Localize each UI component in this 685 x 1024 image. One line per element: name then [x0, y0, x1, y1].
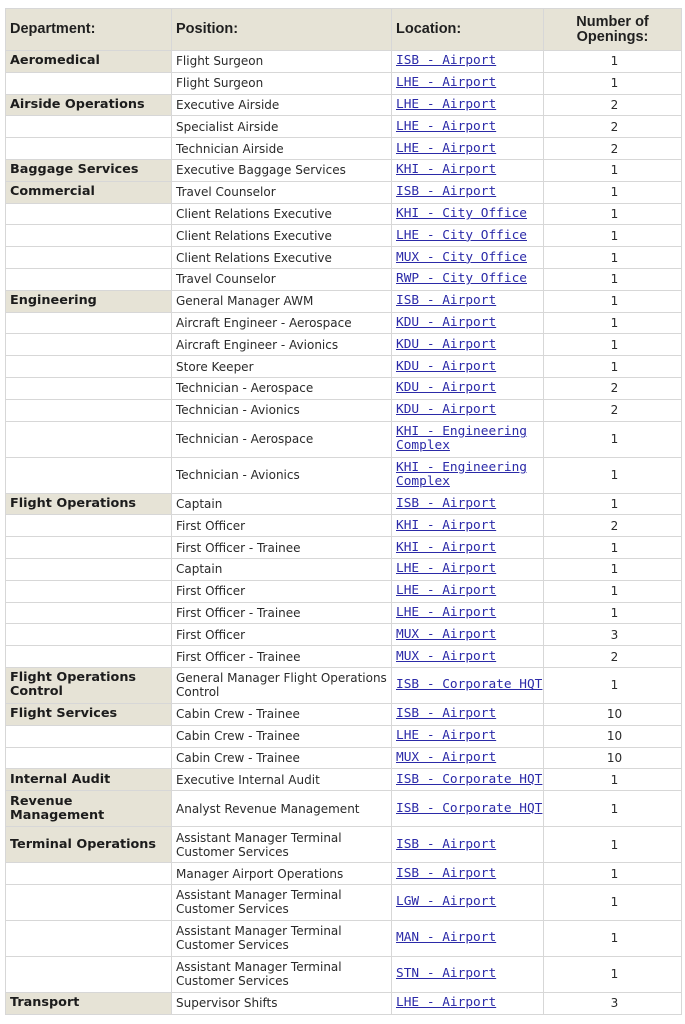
table-row [6, 377, 682, 399]
location-cell [392, 457, 544, 493]
location-link[interactable]: KDU - Airport [396, 314, 497, 330]
table-row [6, 769, 682, 791]
location-cell [392, 956, 544, 992]
position-cell: Manager Airport Operations [172, 863, 392, 885]
department-cell: Internal Audit [6, 769, 172, 791]
location-header: Location: [392, 9, 544, 51]
openings-header [544, 9, 682, 51]
department-cell [6, 138, 172, 160]
location-link[interactable]: LGW - Airport [396, 894, 497, 910]
openings-cell: 2 [544, 377, 682, 399]
department-cell: Flight Operations [6, 493, 172, 515]
location-link[interactable]: RWP - City Office [396, 271, 527, 287]
openings-cell: 2 [544, 116, 682, 138]
department-cell [6, 558, 172, 580]
location-cell [392, 827, 544, 863]
position-cell: Executive Airside [172, 94, 392, 116]
department-cell [6, 457, 172, 493]
table-row [6, 624, 682, 646]
position-cell: Client Relations Executive [172, 247, 392, 269]
table-row [6, 138, 682, 160]
location-link[interactable]: ISB - Corporate HQT [396, 800, 543, 816]
position-cell: Assistant Manager Terminal Customer Services [172, 920, 392, 956]
openings-header-line2: Openings: [576, 28, 649, 45]
table-row [6, 421, 682, 457]
openings-cell: 1 [544, 457, 682, 493]
department-cell: Aeromedical [6, 51, 172, 73]
table-row [6, 457, 682, 493]
position-cell: First Officer [172, 515, 392, 537]
location-link[interactable]: MUX - Airport [396, 648, 497, 664]
table-row [6, 290, 682, 312]
department-cell [6, 247, 172, 269]
position-cell: Assistant Manager Terminal Customer Services [172, 956, 392, 992]
location-link[interactable]: LHE - Airport [396, 140, 497, 156]
location-cell [392, 667, 544, 703]
job-openings-panel [5, 8, 681, 1015]
position-cell: Technician Airside [172, 138, 392, 160]
openings-cell: 1 [544, 558, 682, 580]
location-cell [392, 159, 544, 181]
location-link[interactable]: ISB - Airport [396, 53, 497, 69]
openings-cell: 1 [544, 667, 682, 703]
openings-cell: 10 [544, 747, 682, 769]
openings-cell: 1 [544, 791, 682, 827]
location-link[interactable]: ISB - Airport [396, 184, 497, 200]
position-cell: General Manager AWM [172, 290, 392, 312]
table-row [6, 225, 682, 247]
table-row [6, 863, 682, 885]
location-cell [392, 247, 544, 269]
department-cell [6, 646, 172, 668]
position-cell: Captain [172, 493, 392, 515]
location-cell [392, 725, 544, 747]
department-cell: Terminal Operations [6, 827, 172, 863]
location-cell [392, 181, 544, 203]
table-row [6, 268, 682, 290]
position-header: Position: [172, 9, 392, 51]
location-cell [392, 884, 544, 920]
location-link[interactable]: LHE - Airport [396, 728, 497, 744]
location-link[interactable]: ISB - Corporate HQT [396, 677, 543, 693]
position-cell: Cabin Crew - Trainee [172, 747, 392, 769]
position-cell: First Officer [172, 624, 392, 646]
table-row [6, 247, 682, 269]
position-cell: Assistant Manager Terminal Customer Services [172, 884, 392, 920]
location-link[interactable]: KDU - Airport [396, 402, 497, 418]
openings-cell: 1 [544, 827, 682, 863]
location-cell [392, 399, 544, 421]
department-cell [6, 920, 172, 956]
openings-cell: 1 [544, 493, 682, 515]
table-row [6, 580, 682, 602]
location-link[interactable]: LHE - Airport [396, 96, 497, 112]
location-link[interactable]: MUX - City Office [396, 249, 527, 265]
position-cell: Technician - Avionics [172, 457, 392, 493]
department-cell [6, 225, 172, 247]
location-cell [392, 703, 544, 725]
department-header: Department: [6, 9, 172, 51]
location-cell [392, 791, 544, 827]
position-cell: Aircraft Engineer - Avionics [172, 334, 392, 356]
department-cell [6, 747, 172, 769]
location-link[interactable]: STN - Airport [396, 966, 497, 982]
openings-cell: 3 [544, 624, 682, 646]
position-cell: Flight Surgeon [172, 72, 392, 94]
location-cell [392, 138, 544, 160]
location-link[interactable]: ISB - Airport [396, 836, 497, 852]
openings-cell: 1 [544, 421, 682, 457]
department-cell: Transport [6, 992, 172, 1014]
department-cell: Commercial [6, 181, 172, 203]
department-cell: Revenue Management [6, 791, 172, 827]
openings-cell: 1 [544, 537, 682, 559]
location-cell [392, 72, 544, 94]
department-cell [6, 356, 172, 378]
job-openings-table [5, 8, 682, 1015]
location-cell [392, 268, 544, 290]
openings-cell: 1 [544, 956, 682, 992]
position-cell: Executive Internal Audit [172, 769, 392, 791]
openings-cell: 1 [544, 334, 682, 356]
location-link[interactable]: KHI - Airport [396, 162, 497, 178]
location-cell [392, 421, 544, 457]
openings-cell: 1 [544, 356, 682, 378]
openings-cell: 1 [544, 884, 682, 920]
department-cell: Flight Services [6, 703, 172, 725]
location-cell [392, 334, 544, 356]
openings-header-line1: Number of [576, 13, 649, 30]
location-cell [392, 356, 544, 378]
table-row [6, 203, 682, 225]
department-cell: Baggage Services [6, 159, 172, 181]
table-row [6, 956, 682, 992]
table-row [6, 51, 682, 73]
position-cell: Client Relations Executive [172, 203, 392, 225]
department-cell: Engineering [6, 290, 172, 312]
department-cell [6, 399, 172, 421]
position-cell: Store Keeper [172, 356, 392, 378]
location-link[interactable]: LHE - City Office [396, 227, 527, 243]
openings-cell: 1 [544, 863, 682, 885]
location-link[interactable]: LHE - Airport [396, 604, 497, 620]
department-cell [6, 421, 172, 457]
location-link[interactable]: MUX - Airport [396, 749, 497, 765]
location-cell [392, 203, 544, 225]
table-row [6, 181, 682, 203]
openings-cell: 2 [544, 399, 682, 421]
location-link[interactable]: KHI - Airport [396, 539, 497, 555]
openings-cell: 2 [544, 515, 682, 537]
department-cell [6, 334, 172, 356]
position-cell: Technician - Aerospace [172, 421, 392, 457]
openings-cell: 1 [544, 203, 682, 225]
table-row [6, 399, 682, 421]
openings-cell: 1 [544, 268, 682, 290]
openings-cell: 10 [544, 725, 682, 747]
table-row [6, 159, 682, 181]
openings-cell: 1 [544, 51, 682, 73]
openings-cell: 2 [544, 138, 682, 160]
location-cell [392, 602, 544, 624]
location-link[interactable]: LHE - Airport [396, 583, 497, 599]
table-row [6, 992, 682, 1014]
location-cell [392, 312, 544, 334]
position-cell: Technician - Avionics [172, 399, 392, 421]
location-link[interactable]: KHI - Engineering Complex [396, 424, 527, 454]
table-row [6, 94, 682, 116]
table-row [6, 72, 682, 94]
department-cell [6, 116, 172, 138]
header-row [6, 9, 682, 51]
location-cell [392, 537, 544, 559]
position-cell: Captain [172, 558, 392, 580]
department-cell [6, 884, 172, 920]
table-row [6, 725, 682, 747]
openings-cell: 1 [544, 920, 682, 956]
table-row [6, 920, 682, 956]
location-cell [392, 558, 544, 580]
location-link[interactable]: LHE - Airport [396, 118, 497, 134]
table-row [6, 646, 682, 668]
openings-cell: 1 [544, 290, 682, 312]
location-link[interactable]: MAN - Airport [396, 930, 497, 946]
table-row [6, 312, 682, 334]
position-cell: General Manager Flight Operations Control [172, 667, 392, 703]
position-cell: Flight Surgeon [172, 51, 392, 73]
location-cell [392, 94, 544, 116]
table-row [6, 827, 682, 863]
table-row [6, 602, 682, 624]
location-link[interactable]: LHE - Airport [396, 995, 497, 1011]
location-cell [392, 290, 544, 312]
position-cell: First Officer - Trainee [172, 646, 392, 668]
position-cell: Assistant Manager Terminal Customer Services [172, 827, 392, 863]
openings-cell: 2 [544, 94, 682, 116]
position-cell: Specialist Airside [172, 116, 392, 138]
location-cell [392, 624, 544, 646]
position-cell: Client Relations Executive [172, 225, 392, 247]
position-cell: First Officer - Trainee [172, 537, 392, 559]
openings-cell: 1 [544, 225, 682, 247]
location-link[interactable]: KDU - Airport [396, 380, 497, 396]
table-row [6, 493, 682, 515]
position-cell: Cabin Crew - Trainee [172, 725, 392, 747]
openings-cell: 2 [544, 646, 682, 668]
openings-cell: 1 [544, 72, 682, 94]
location-link[interactable]: ISB - Airport [396, 706, 497, 722]
department-cell [6, 268, 172, 290]
location-cell [392, 863, 544, 885]
department-cell [6, 725, 172, 747]
location-link[interactable]: ISB - Airport [396, 293, 497, 309]
location-cell [392, 747, 544, 769]
department-cell: Flight Operations Control [6, 667, 172, 703]
department-cell [6, 515, 172, 537]
table-row [6, 334, 682, 356]
location-link[interactable]: LHE - Airport [396, 75, 497, 91]
position-cell: Executive Baggage Services [172, 159, 392, 181]
table-row [6, 515, 682, 537]
department-cell [6, 863, 172, 885]
location-cell [392, 992, 544, 1014]
openings-cell: 1 [544, 580, 682, 602]
openings-cell: 1 [544, 769, 682, 791]
department-cell [6, 580, 172, 602]
openings-cell: 1 [544, 181, 682, 203]
table-row [6, 667, 682, 703]
location-link[interactable]: MUX - Airport [396, 626, 497, 642]
location-cell [392, 580, 544, 602]
openings-cell: 1 [544, 247, 682, 269]
openings-cell: 1 [544, 312, 682, 334]
location-link[interactable]: KDU - Airport [396, 336, 497, 352]
location-link[interactable]: KHI - Engineering Complex [396, 460, 527, 490]
location-link[interactable]: ISB - Airport [396, 865, 497, 881]
position-cell: First Officer - Trainee [172, 602, 392, 624]
department-cell [6, 72, 172, 94]
location-link[interactable]: LHE - Airport [396, 561, 497, 577]
location-cell [392, 493, 544, 515]
location-cell [392, 51, 544, 73]
openings-cell: 3 [544, 992, 682, 1014]
department-cell [6, 203, 172, 225]
department-cell: Airside Operations [6, 94, 172, 116]
openings-cell: 10 [544, 703, 682, 725]
department-cell [6, 624, 172, 646]
location-link[interactable]: ISB - Airport [396, 495, 497, 511]
position-cell: Aircraft Engineer - Aerospace [172, 312, 392, 334]
table-row [6, 116, 682, 138]
openings-cell: 1 [544, 159, 682, 181]
location-link[interactable]: KHI - Airport [396, 517, 497, 533]
position-cell: Travel Counselor [172, 181, 392, 203]
table-row [6, 537, 682, 559]
department-cell [6, 537, 172, 559]
location-cell [392, 646, 544, 668]
location-link[interactable]: KHI - City Office [396, 205, 527, 221]
table-row [6, 884, 682, 920]
location-cell [392, 377, 544, 399]
location-cell [392, 116, 544, 138]
table-row [6, 703, 682, 725]
table-row [6, 747, 682, 769]
position-cell: Cabin Crew - Trainee [172, 703, 392, 725]
table-row [6, 558, 682, 580]
location-cell [392, 920, 544, 956]
department-cell [6, 377, 172, 399]
department-cell [6, 312, 172, 334]
openings-cell: 1 [544, 602, 682, 624]
department-cell [6, 956, 172, 992]
location-cell [392, 769, 544, 791]
position-cell: First Officer [172, 580, 392, 602]
table-row [6, 356, 682, 378]
position-cell: Analyst Revenue Management [172, 791, 392, 827]
location-cell [392, 225, 544, 247]
table-row [6, 791, 682, 827]
position-cell: Supervisor Shifts [172, 992, 392, 1014]
location-cell [392, 515, 544, 537]
location-link[interactable]: KDU - Airport [396, 358, 497, 374]
location-link[interactable]: ISB - Corporate HQT [396, 771, 543, 787]
position-cell: Technician - Aerospace [172, 377, 392, 399]
position-cell: Travel Counselor [172, 268, 392, 290]
department-cell [6, 602, 172, 624]
